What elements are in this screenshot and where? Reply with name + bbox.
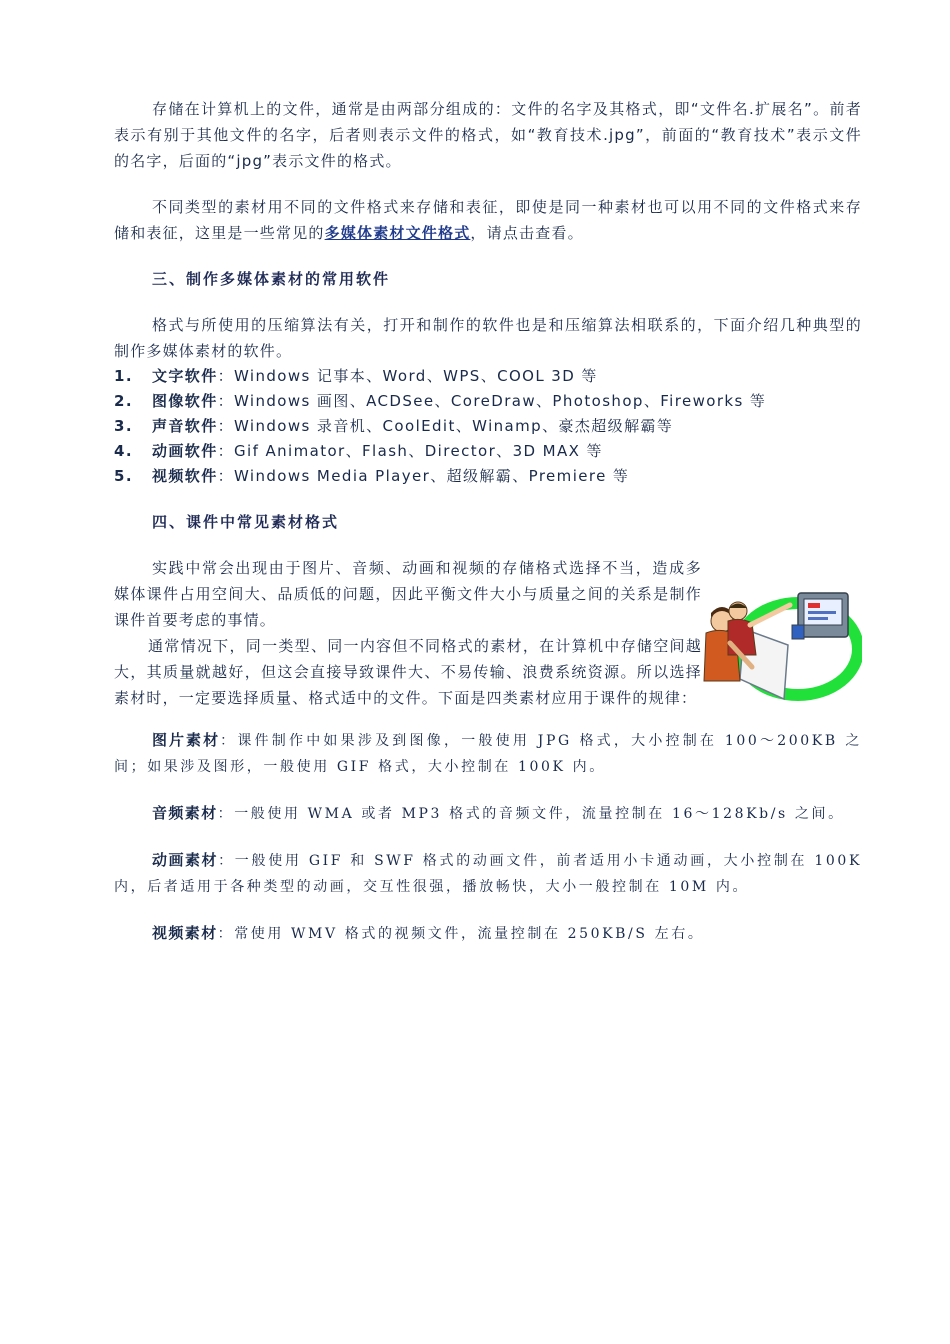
list-item-number: 4. [114, 442, 133, 460]
rule-label: 音频素材 [152, 804, 218, 822]
intro-paragraph-2-text: 不同类型的素材用不同的文件格式来存储和表征，即使是同一种素材也可以用不同的文件格式来存储和表征，这里是一些常见的 [114, 198, 862, 242]
intro-paragraph-1: 存储在计算机上的文件，通常是由两部分组成的：文件的名字及其格式，即“文件名.扩展名”。前者表示有别于其他文件的名字，后者则表示文件的格式，如“教育技术.jpg”，前面的“教育技术”表示文件的名字，后面的“jpg”表示文件的格式。 [114, 100, 862, 170]
rule-label: 图片素材 [152, 731, 221, 749]
section-3-heading: 三、制作多媒体素材的常用软件 [152, 270, 391, 288]
rule-label: 视频素材 [152, 924, 218, 942]
rule-text: ：一般使用 WMA 或者 MP3 格式的音频文件，流量控制在 16～128Kb/s 之间。 [217, 806, 845, 822]
list-item-label: 图像软件 [152, 392, 218, 410]
list-item-text: ：Windows 录音机、CoolEdit、Winamp、豪杰超级解霸等 [217, 417, 674, 435]
list-item-text: ：Windows Media Player、超级解霸、Premiere 等 [217, 467, 630, 485]
intro-paragraph-2 [114, 194, 862, 246]
intro-paragraph-2-tail: ，请点击查看。 [470, 224, 584, 242]
list-item-label: 视频软件 [152, 467, 218, 485]
list-item-number: 1. [114, 367, 133, 385]
list-item [114, 389, 862, 414]
rule-animation [114, 847, 862, 900]
section-4-paragraph-1: 实践中常会出现由于图片、音频、动画和视频的存储格式选择不当，造成多媒体课件占用空间大、品质低的问题，因此平衡文件大小与质量之间的关系是制作课件首要考虑的事情。 [114, 559, 702, 629]
list-item [114, 439, 862, 464]
rule-label: 动画素材 [152, 851, 219, 869]
list-item-text: ：Windows 画图、ACDSee、CoreDraw、Photoshop、Fireworks 等 [217, 392, 767, 410]
teacher-computer-illustration [700, 571, 862, 719]
rule-text: ：常使用 WMV 格式的视频文件，流量控制在 250KB/S 左右。 [217, 926, 705, 942]
list-item-label: 动画软件 [152, 442, 218, 460]
list-item [114, 414, 862, 439]
list-item [114, 364, 862, 389]
rule-text: ：一般使用 GIF 和 SWF 格式的动画文件，前者适用小卡通动画，大小控制在 100K 内，后者适用于各种类型的动画，交互性很强，播放畅快，大小一般控制在 10M 内。 [114, 853, 863, 895]
section-4-heading: 四、课件中常见素材格式 [152, 513, 340, 531]
list-item-label: 声音软件 [152, 417, 218, 435]
list-item-label: 文字软件 [152, 367, 218, 385]
list-item-number: 2. [114, 392, 133, 410]
document-body [114, 96, 862, 947]
rule-text: ：课件制作中如果涉及到图像，一般使用 JPG 格式，大小控制在 100～200KB 之间；如果涉及图形，一般使用 GIF 格式，大小控制在 100K 内。 [114, 733, 862, 775]
section-4-paragraph-2: 通常情况下，同一类型、同一内容但不同格式的素材，在计算机中存储空间越大，其质量就越好，但这会直接导致课件大、不易传输、浪费系统资源。所以选择素材时，一定要选择质量、格式适中的文件。下面是四类素材应用于课件的规律： [114, 637, 702, 707]
formats-link[interactable]: 多媒体素材文件格式 [324, 224, 471, 242]
section-3-intro: 格式与所使用的压缩算法有关，打开和制作的软件也是和压缩算法相联系的，下面介绍几种典型的制作多媒体素材的软件。 [114, 316, 862, 360]
list-item-text: ：Gif Animator、Flash、Director、3D MAX 等 [217, 442, 603, 460]
rule-images [114, 727, 862, 780]
rule-audio [114, 800, 862, 827]
list-item [114, 464, 862, 489]
section-4-intro-block [114, 555, 862, 711]
rule-video [114, 920, 862, 947]
list-item-number: 5. [114, 467, 133, 485]
list-item-number: 3. [114, 417, 133, 435]
software-list [114, 364, 862, 489]
list-item-text: ：Windows 记事本、Word、WPS、COOL 3D 等 [217, 367, 598, 385]
